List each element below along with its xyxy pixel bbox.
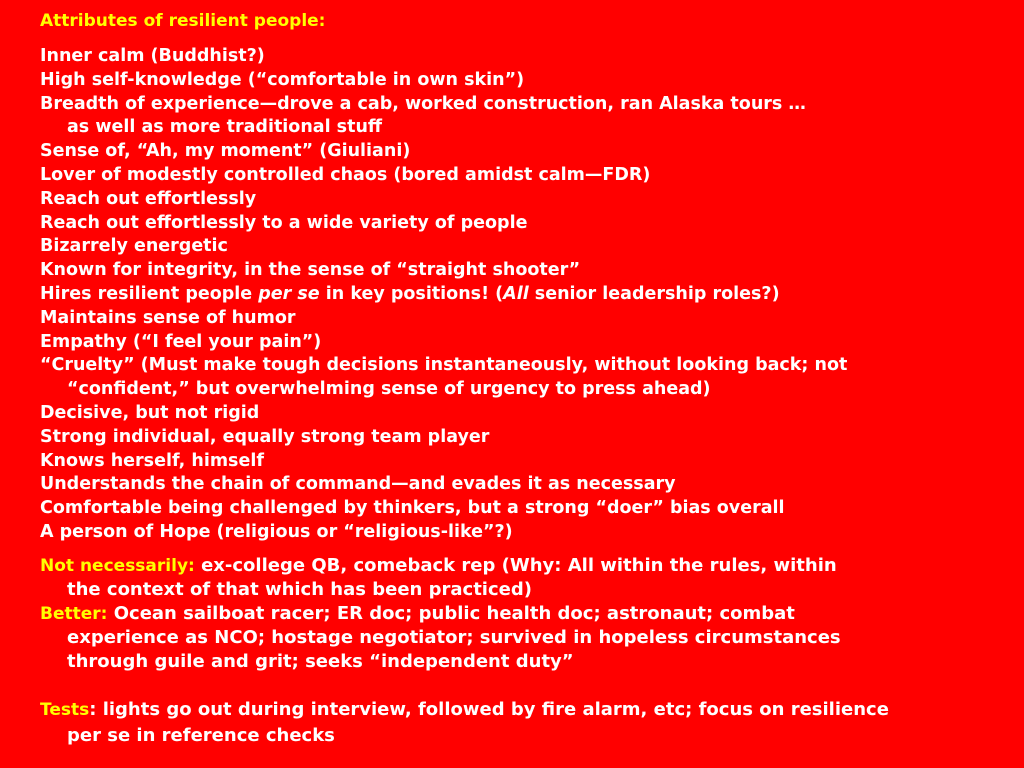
list-item: Decisive, but not rigid	[40, 402, 260, 423]
list-item: Strong individual, equally strong team player	[40, 426, 490, 447]
not-necessarily-item	[40, 554, 1024, 602]
hires-per-se: per se	[258, 283, 320, 304]
list-item: Lover of modestly controlled chaos (bored amidst calm—FDR)	[40, 164, 651, 185]
list-item	[40, 93, 1024, 141]
list-item: Sense of, “Ah, my moment” (Giuliani)	[40, 141, 411, 162]
tests-continuation: per se in reference checks	[67, 724, 335, 746]
better-text: Ocean sailboat racer; ER doc; public health doc; astronaut; combat	[107, 602, 795, 624]
better-item	[40, 602, 1024, 674]
list-item: Empathy (“I feel your pain”)	[40, 331, 322, 352]
not-necessarily-label: Not necessarily:	[40, 555, 195, 576]
tests-section	[40, 697, 1024, 749]
list-item: Bizarrely energetic	[40, 236, 228, 257]
list-item-line: Breadth of experience—drove a cab, worked construction, ran Alaska tours …	[40, 93, 806, 114]
hires-text-part3: senior leadership roles?)	[528, 283, 780, 304]
hires-all: All	[503, 283, 529, 304]
list-item: Reach out effortlessly	[40, 188, 257, 209]
list-item: High self-knowledge (“comfortable in own skin”)	[40, 69, 525, 90]
list-item-line: “Cruelty” (Must make tough decisions instantaneously, without looking back; not	[40, 355, 848, 376]
tests-label: Tests	[40, 699, 90, 720]
better-continuation-1: experience as NCO; hostage negotiator; survived in hopeless circumstances	[67, 626, 841, 648]
hires-text-part2: in key positions! (	[319, 283, 504, 304]
list-item: Knows herself, himself	[40, 450, 264, 471]
list-item: A person of Hope (religious or “religious-like”?)	[40, 521, 513, 542]
list-item-continuation: “confident,” but overwhelming sense of urgency to press ahead)	[67, 379, 711, 400]
list-item: Maintains sense of humor	[40, 307, 296, 328]
list-item: Known for integrity, in the sense of “straight shooter”	[40, 260, 581, 281]
list-item: Comfortable being challenged by thinkers, but a strong “doer” bias overall	[40, 498, 785, 519]
tests-item	[40, 697, 1024, 749]
list-item	[40, 354, 1024, 402]
slide-title: Attributes of resilient people:	[40, 11, 326, 31]
list-item: Inner calm (Buddhist?)	[40, 46, 265, 66]
not-necessarily-continuation: the context of that which has been practiced)	[67, 578, 532, 600]
list-item-continuation: as well as more traditional stuff	[67, 117, 383, 138]
not-necessarily-text: ex-college QB, comeback rep (Why: All within the rules, within	[194, 554, 837, 576]
tests-text: : lights go out during interview, followed by fire alarm, etc; focus on resilience	[89, 698, 889, 720]
list-item-hires	[40, 283, 1024, 307]
better-continuation-2: through guile and grit; seeks “independent duty”	[67, 650, 574, 672]
list-item: Reach out effortlessly to a wide variety of people	[40, 212, 528, 233]
not-necessarily-section	[40, 554, 1024, 674]
better-label: Better:	[40, 603, 108, 624]
list-item: Understands the chain of command—and evades it as necessary	[40, 474, 676, 495]
hires-text-part1: Hires resilient people	[40, 283, 259, 304]
attributes-list	[40, 45, 1024, 545]
